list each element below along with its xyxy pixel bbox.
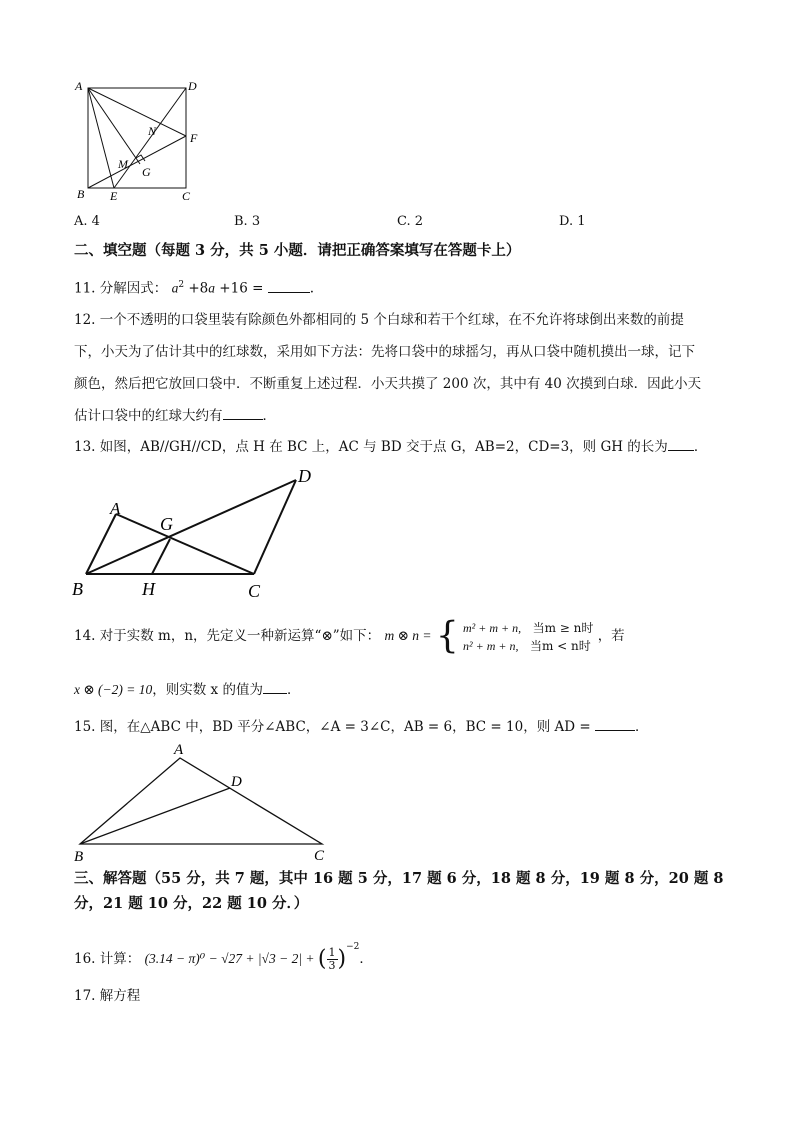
question-12-line-2: 下，小天为了估计其中的红球数，采用如下方法：先将口袋中的球摇匀，再从口袋中随机摸出一球，记下 [74,344,695,360]
piecewise-cases [463,619,593,655]
fig2-label-h: H [142,579,155,599]
answer-blank-12[interactable] [223,405,263,420]
question-11: 11. 分解因式： $a^2 +8a +16$ = . [74,275,314,299]
question-13: 13. 如图，AB//GH//CD，点 H 在 BC 上，AC 与 BD 交于点 G，AB=2，CD=3，则 GH 的长为 ． [74,436,707,457]
question-14-line-1: 14. 对于实数 m，n，先定义一种新运算“⊗”如下： m ⊗ n = { m² + m + n, 当m ≥ n时 n² + m + n, 当m < n时 ，若 [74,615,625,657]
fig1-label-f: F [190,131,198,145]
question-12-line-1: 12. 一个不透明的口袋里装有除颜色外都相同的 5 个白球和若干个红球，在不允许将球倒出来数的前提 [74,312,684,328]
figure-parallel-lines [68,462,328,602]
question-14-line-2: x ⊗ (−2) = 10，则实数 x 的值为 ． [74,679,300,700]
fig1-label-e: E [110,189,118,203]
question-15: 15. 图，在△ABC 中，BD 平分∠ABC，∠A = 3∠C，AB = 6，BC = 10，则 AD = ． [74,716,648,737]
fig2-label-g: G [160,514,173,534]
section-2-heading: 二、填空题（每题 3 分，共 5 小题．请把正确答案填写在答题卡上） [74,242,521,259]
fig2-label-d: D [298,466,311,486]
fraction-one-third: $\frac{1}{3}$ [328,946,336,972]
answer-blank-14[interactable] [263,679,287,694]
fig1-label-b: B [77,187,85,201]
question-12-line-4: 估计口袋中的红球大约有 ． [74,405,276,426]
case-2: n² + m + n, 当m < n时 [463,638,591,653]
option-b[interactable]: B. 3 [234,214,261,229]
fig3-label-d: D [231,774,242,790]
fig3-label-c: C [314,848,325,864]
section-3-heading-line-2: 分，21 题 10 分，22 题 10 分．） [74,895,309,912]
fig2-label-a: A [110,499,121,518]
question-16: 16. 计算： (3.14 − π)⁰ − √27 + |√3 − 2| + ( $\frac{1}{3}$ )$^{-2}$． [74,942,373,972]
question-17: 17. 解方程 [74,988,141,1004]
answer-blank-11[interactable] [268,278,310,293]
fig1-label-a: A [75,79,83,93]
fig1-label-c: C [182,189,191,203]
answer-blank-13[interactable] [668,436,694,451]
case-1: m² + m + n, 当m ≥ n时 [463,620,594,635]
figure-triangle [68,740,338,865]
fig2-label-b: B [72,579,83,599]
fig1-label-d: D [188,79,197,93]
figure-square [70,78,205,206]
option-c[interactable]: C. 2 [397,214,424,229]
fig3-label-a: A [174,742,184,758]
answer-blank-15[interactable] [595,716,635,731]
option-a[interactable]: A. 4 [74,214,100,229]
question-12-line-3: 颜色，然后把它放回口袋中．不断重复上述过程．小天共摸了 200 次，其中有 40 次摸到白球．因此小天 [74,376,702,392]
fig2-label-c: C [248,581,261,601]
fig3-label-b: B [74,849,84,865]
section-3-heading-line-1: 三、解答题（55 分，共 7 题，其中 16 题 5 分，17 题 6 分，18 题 8 分，19 题 8 分，20 题 8 [74,870,724,887]
fig1-label-n: N [148,124,157,138]
fig1-label-g: G [142,165,151,179]
fig1-label-m: M [118,157,128,171]
option-d[interactable]: D. 1 [559,214,586,229]
